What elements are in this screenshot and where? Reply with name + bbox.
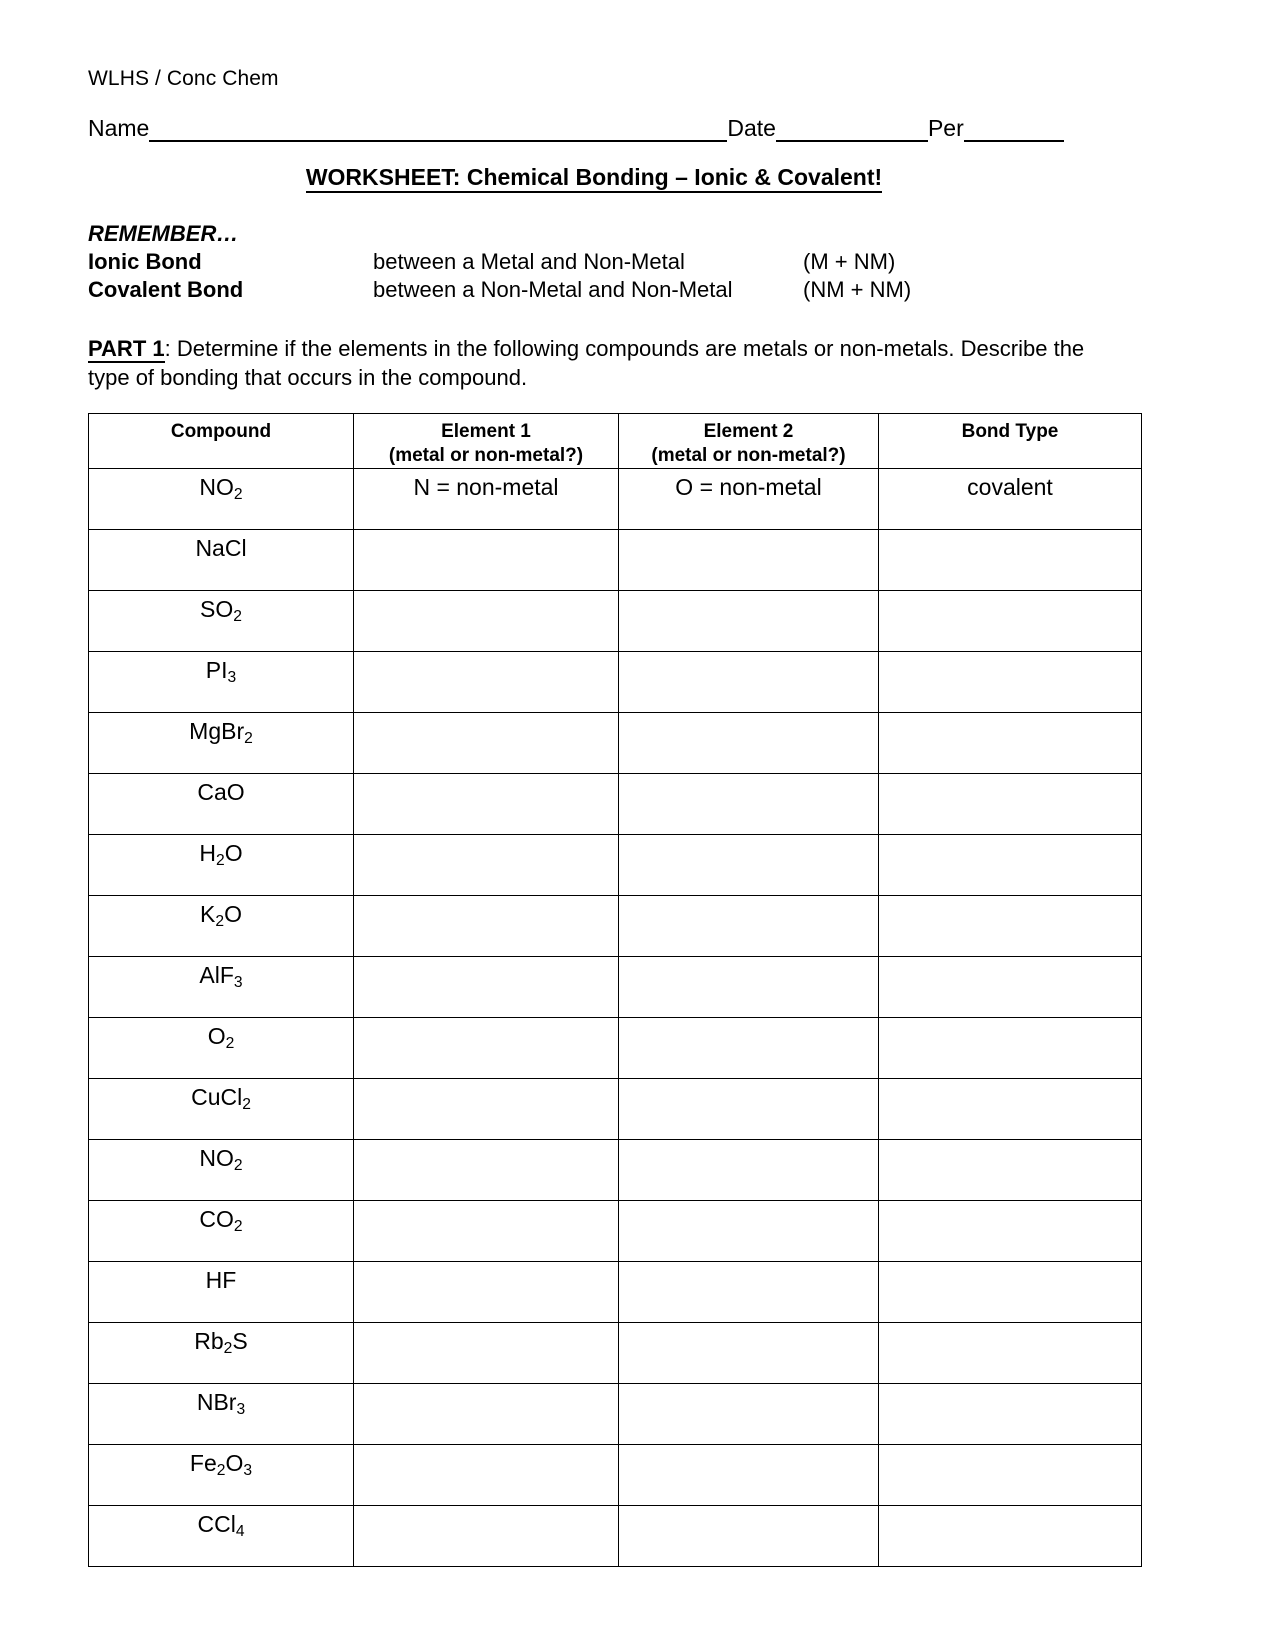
table-row <box>89 1079 1142 1140</box>
table-row <box>89 652 1142 713</box>
cell-bond-type[interactable] <box>879 1506 1142 1567</box>
table-row <box>89 1384 1142 1445</box>
table-row <box>89 896 1142 957</box>
column-header-compound-main: Compound <box>170 421 272 442</box>
table-row <box>89 957 1142 1018</box>
name-date-per-row <box>88 114 1130 142</box>
page-title <box>88 162 1130 192</box>
bond-name-ionic: Ionic Bond <box>88 249 202 274</box>
table-row <box>89 591 1142 652</box>
column-header-bond-type-main: Bond Type <box>961 421 1059 442</box>
cell-element2[interactable] <box>619 713 879 774</box>
cell-bond-type[interactable] <box>879 1140 1142 1201</box>
cell-bond-type[interactable] <box>879 1079 1142 1140</box>
cell-compound: $NO_2$ <box>89 1140 354 1201</box>
cell-bond-type[interactable] <box>879 530 1142 591</box>
table-row <box>89 1018 1142 1079</box>
cell-compound: CaO <box>89 774 354 835</box>
date-label: Date <box>727 115 776 141</box>
cell-compound: NaCl <box>89 530 354 591</box>
cell-element2[interactable] <box>619 1262 879 1323</box>
cell-bond-type[interactable] <box>879 591 1142 652</box>
page-title-text: WORKSHEET: Chemical Bonding – Ionic & Covalent! <box>306 164 882 193</box>
cell-element1[interactable] <box>354 1262 619 1323</box>
cell-element2[interactable] <box>619 774 879 835</box>
cell-element1[interactable] <box>354 1079 619 1140</box>
date-blank-line[interactable] <box>776 120 928 142</box>
cell-compound: HF <box>89 1262 354 1323</box>
part1-instructions <box>88 334 1130 392</box>
cell-element2[interactable] <box>619 1140 879 1201</box>
cell-element2[interactable] <box>619 1201 879 1262</box>
column-header-element1-main: Element 1 <box>441 421 531 442</box>
table-row <box>89 713 1142 774</box>
table-row <box>89 1506 1142 1567</box>
cell-element1[interactable] <box>354 1140 619 1201</box>
cell-element2[interactable] <box>619 1384 879 1445</box>
cell-bond-type[interactable] <box>879 1201 1142 1262</box>
table-row <box>89 530 1142 591</box>
bond-definition-row <box>88 276 1130 304</box>
cell-compound: AlF$_3$ <box>89 957 354 1018</box>
cell-compound: $CO_2$ <box>89 1201 354 1262</box>
cell-compound: $O_2$ <box>89 1018 354 1079</box>
cell-element1[interactable] <box>354 652 619 713</box>
cell-element1[interactable] <box>354 835 619 896</box>
per-label: Per <box>927 115 964 141</box>
column-header-element2-main: Element 2 <box>703 421 794 442</box>
cell-compound: MgBr$_2$ <box>89 713 354 774</box>
cell-bond-type[interactable] <box>879 1384 1142 1445</box>
cell-element2[interactable] <box>619 896 879 957</box>
cell-compound: $Fe_2O_3$ <box>89 1445 354 1506</box>
name-label: Name <box>88 115 150 141</box>
cell-element1[interactable] <box>354 1018 619 1079</box>
cell-compound: CCl$_4$ <box>89 1506 354 1567</box>
cell-element2[interactable] <box>619 1506 879 1567</box>
column-header-bond-type <box>879 414 1142 469</box>
cell-compound: $PI_3$ <box>89 652 354 713</box>
cell-compound: $Rb_2S$ <box>89 1323 354 1384</box>
table-header-row <box>89 414 1142 469</box>
cell-compound: NBr$_3$ <box>89 1384 354 1445</box>
bond-abbr-covalent: (NM + NM) <box>803 277 912 302</box>
cell-compound: $NO_2$ <box>89 469 354 530</box>
cell-element1[interactable] <box>354 1384 619 1445</box>
bonding-table <box>88 413 1142 1567</box>
cell-element2[interactable] <box>619 530 879 591</box>
bond-abbr-ionic: (M + NM) <box>803 249 896 274</box>
cell-bond-type[interactable] <box>879 957 1142 1018</box>
per-blank-line[interactable] <box>964 120 1064 142</box>
cell-bond-type[interactable]: covalent <box>879 469 1142 530</box>
cell-bond-type[interactable] <box>879 896 1142 957</box>
remember-section <box>88 220 1130 304</box>
name-blank-line[interactable] <box>149 120 727 142</box>
column-header-element2 <box>619 414 879 469</box>
cell-bond-type[interactable] <box>879 652 1142 713</box>
cell-bond-type[interactable] <box>879 774 1142 835</box>
cell-element2[interactable]: O = non-metal <box>619 469 879 530</box>
table-row <box>89 1445 1142 1506</box>
cell-bond-type[interactable] <box>879 713 1142 774</box>
cell-compound: CuCl$_2$ <box>89 1079 354 1140</box>
cell-element1[interactable] <box>354 591 619 652</box>
cell-element1[interactable]: N = non-metal <box>354 469 619 530</box>
column-header-compound <box>89 414 354 469</box>
cell-element1[interactable] <box>354 1506 619 1567</box>
cell-element1[interactable] <box>354 530 619 591</box>
table-row <box>89 1323 1142 1384</box>
cell-element2[interactable] <box>619 1323 879 1384</box>
bond-name-covalent: Covalent Bond <box>88 277 244 302</box>
remember-heading: REMEMBER… <box>88 221 239 246</box>
cell-element1[interactable] <box>354 774 619 835</box>
course-header: WLHS / Conc Chem <box>88 67 279 90</box>
bonding-table-body <box>89 469 1142 1567</box>
cell-element1[interactable] <box>354 1201 619 1262</box>
table-row <box>89 774 1142 835</box>
cell-bond-type[interactable] <box>879 1262 1142 1323</box>
cell-element2[interactable] <box>619 835 879 896</box>
cell-compound: $SO_2$ <box>89 591 354 652</box>
cell-compound: $H_2O$ <box>89 835 354 896</box>
cell-bond-type[interactable] <box>879 1323 1142 1384</box>
bond-description-ionic: between a Metal and Non-Metal <box>373 249 685 274</box>
cell-element1[interactable] <box>354 1445 619 1506</box>
cell-element1[interactable] <box>354 1323 619 1384</box>
table-row <box>89 835 1142 896</box>
cell-element2[interactable] <box>619 652 879 713</box>
cell-bond-type[interactable] <box>879 1018 1142 1079</box>
table-row <box>89 469 1142 530</box>
cell-element1[interactable] <box>354 957 619 1018</box>
cell-element1[interactable] <box>354 713 619 774</box>
column-header-element1-sub: (metal or non-metal?) <box>388 445 584 466</box>
cell-bond-type[interactable] <box>879 1445 1142 1506</box>
cell-element1[interactable] <box>354 896 619 957</box>
column-header-element2-sub: (metal or non-metal?) <box>651 445 846 466</box>
bond-description-covalent: between a Non-Metal and Non-Metal <box>373 277 733 302</box>
cell-element2[interactable] <box>619 1018 879 1079</box>
table-row <box>89 1140 1142 1201</box>
part1-label: PART 1 <box>88 336 165 361</box>
cell-bond-type[interactable] <box>879 835 1142 896</box>
cell-element2[interactable] <box>619 957 879 1018</box>
cell-element2[interactable] <box>619 591 879 652</box>
bond-definition-row <box>88 248 1130 276</box>
table-row <box>89 1201 1142 1262</box>
cell-element2[interactable] <box>619 1445 879 1506</box>
part1-instruction-text: : Determine if the elements in the following compounds are metals or non-metals. Describe the type of bonding that occurs in the compound. <box>88 336 1085 390</box>
table-row <box>89 1262 1142 1323</box>
column-header-element1 <box>354 414 619 469</box>
cell-compound: $K_2O$ <box>89 896 354 957</box>
cell-element2[interactable] <box>619 1079 879 1140</box>
